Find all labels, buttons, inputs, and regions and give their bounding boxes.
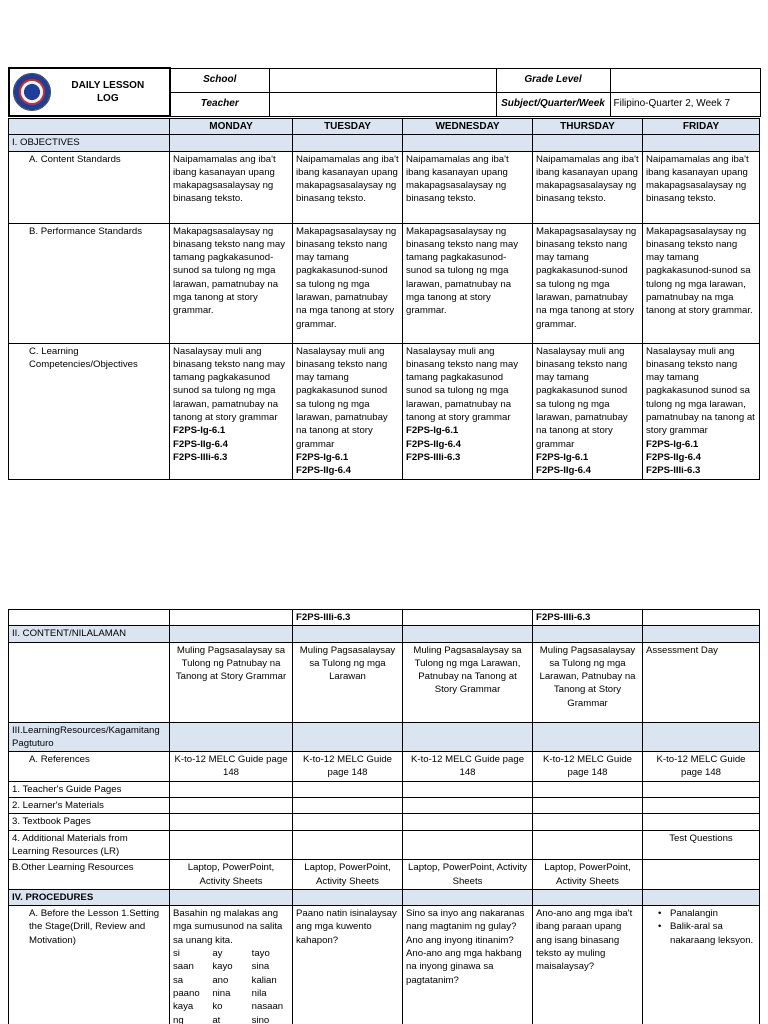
cell [170, 814, 293, 830]
band-cell [533, 135, 643, 151]
before-lesson-friday [643, 906, 760, 1024]
references-monday: K-to-12 MELC Guide page 148 [170, 752, 293, 782]
additional-tuesday [293, 830, 403, 860]
content-thursday: Muling Pagsasalaysay sa Tulong ng mga Larawan, Patnubay na Tanong at Story Grammar [533, 642, 643, 722]
cell [403, 814, 533, 830]
before-lesson-monday [170, 906, 293, 1024]
performance-standards-thursday: Makapagsasalaysay ng binasang teksto nang may tamang pagkakasunod-sunod sa tulong ng mga larawan, pamatnubay na mga tanong at story grammar. [533, 223, 643, 343]
drill-word: ko [212, 1001, 223, 1013]
performance-standards-monday: Makapagsasalaysay ng binasang teksto nang may tamang pagkakasunod-sunod sa tulong ng mga larawan, pamatnubay na mga tanong at story grammar. [170, 223, 293, 343]
drill-word: paano [173, 987, 200, 999]
performance-standards-tuesday: Makapagsasalaysay ng binasang teksto nang may tamang pagkakasunod-sunod sa tulong ng mga larawan, pamatnubay na mga tanong at story grammar. [293, 223, 403, 343]
competency-text: Nasalaysay muli ang binasang teksto nang may tamang pagkakasunod sunod sa tulong ng mga larawan, pamatnubay na tanong at story grammar [536, 345, 628, 450]
subject-field[interactable]: Filipino-Quarter 2, Week 7 [610, 92, 760, 116]
performance-standards-wednesday: Makapagsasalaysay ng binasang teksto nang may tamang pagkakasunod-sunod sa tulong ng mga larawan, pamatnubay na mga tanong at story grammar. [403, 223, 533, 343]
objectives-table [8, 118, 759, 480]
band-cell [643, 722, 760, 752]
competency-text: Nasalaysay muli ang binasang teksto nang may tamang pagkakasunod sunod sa tulong ng mga larawan, pamatnubay na tanong at story grammar [296, 345, 388, 450]
drill-word: kayo [212, 961, 233, 973]
competency-code: F2PS-IIg-6.4 [296, 465, 351, 477]
references-wednesday: K-to-12 MELC Guide page 148 [403, 752, 533, 782]
cell [643, 798, 760, 814]
competencies-friday [643, 343, 760, 479]
row-label-learners-materials: 2. Learner's Materials [9, 798, 170, 814]
content-label-blank [9, 642, 170, 722]
band-cell [403, 722, 533, 752]
competency-text: Nasalaysay muli ang binasang teksto nang may tamang pagkakasunod sunod sa tulong ng mga larawan, pamatnubay na tanong at story grammar [646, 345, 755, 437]
band-cell [643, 626, 760, 642]
section-resources: III.LearningResources/Kagamitang Pagtuturo [9, 722, 170, 752]
before-lesson-tuesday: Paano natin isinalaysay ang mga kuwento kahapon? [293, 906, 403, 1024]
cell [170, 798, 293, 814]
cell [293, 814, 403, 830]
carryover-label [9, 610, 170, 626]
content-monday: Muling Pagsasalaysay sa Tulong ng Patnubay na Tanong at Story Grammar [170, 642, 293, 722]
day-header-wednesday: WEDNESDAY [403, 119, 533, 135]
day-header-thursday: THURSDAY [533, 119, 643, 135]
content-standards-tuesday: Naipamamalas ang iba't ibang kasanayan upang makapagsasalaysay ng binasang teksto. [293, 151, 403, 223]
row-label-other-resources: B.Other Learning Resources [9, 860, 170, 890]
doc-title: DAILY LESSON LOG [71, 80, 145, 104]
additional-wednesday [403, 830, 533, 860]
deped-seal-icon [13, 73, 51, 111]
other-resources-thursday: Laptop, PowerPoint, Activity Sheets [533, 860, 643, 890]
cell [533, 781, 643, 797]
row-label-textbook: 3. Textbook Pages [9, 814, 170, 830]
section-content: II. CONTENT/NILALAMAN [9, 626, 170, 642]
row-label-competencies: C. Learning Competencies/Objectives [9, 343, 170, 479]
school-label: School [170, 68, 269, 92]
competencies-tuesday [293, 343, 403, 479]
additional-thursday [533, 830, 643, 860]
section-procedures: IV. PROCEDURES [9, 889, 170, 905]
carryover-friday [643, 610, 760, 626]
grade-level-field[interactable] [610, 68, 760, 92]
subject-label: Subject/Quarter/Week [496, 92, 610, 116]
band-cell [533, 722, 643, 752]
other-resources-wednesday: Laptop, PowerPoint, Activity Sheets [403, 860, 533, 890]
row-label-performance-standards: B. Performance Standards [9, 223, 170, 343]
references-thursday: K-to-12 MELC Guide page 148 [533, 752, 643, 782]
word-drill-list [173, 947, 289, 1024]
content-standards-friday: Naipamamalas ang iba't ibang kasanayan upang makapagsasalaysay ng binasang teksto. [643, 151, 760, 223]
cell [170, 781, 293, 797]
content-tuesday: Muling Pagsasalaysay sa Tulong ng mga Larawan [293, 642, 403, 722]
competency-code: F2PS-Ig-6.1 [296, 451, 349, 463]
cell [403, 798, 533, 814]
band-cell [293, 889, 403, 905]
day-header-monday: MONDAY [170, 119, 293, 135]
drill-word: sa [173, 974, 184, 986]
cell [293, 781, 403, 797]
competency-code: F2PS-Ig-6.1 [406, 425, 459, 437]
before-lesson-instruction: Basahin ng malakas ang mga sumusunod na salita sa unang kita. [173, 908, 283, 946]
carryover-wednesday [403, 610, 533, 626]
other-resources-friday [643, 860, 760, 890]
cell [643, 814, 760, 830]
content-wednesday: Muling Pagsasalaysay sa Tulong ng mga Larawan, Patnubay na Tanong at Story Grammar [403, 642, 533, 722]
band-cell [293, 135, 403, 151]
teacher-label: Teacher [170, 92, 269, 116]
band-cell [403, 135, 533, 151]
list-item: • Panalangin [658, 907, 756, 920]
competencies-wednesday [403, 343, 533, 479]
carryover-monday [170, 610, 293, 626]
drill-word: sino [251, 1014, 270, 1024]
competency-code: F2PS-IIg-6.4 [406, 438, 461, 450]
band-cell [293, 722, 403, 752]
competency-code: F2PS-IIIi-6.3 [406, 451, 461, 463]
competencies-monday [170, 343, 293, 479]
band-cell [403, 626, 533, 642]
drill-word: ay [212, 948, 223, 960]
band-cell [293, 626, 403, 642]
band-cell [533, 626, 643, 642]
content-procedures-table [8, 609, 759, 1024]
section-objectives: I. OBJECTIVES [9, 135, 170, 151]
drill-word: at [212, 1014, 221, 1024]
competency-code: F2PS-IIIi-6.3 [173, 451, 228, 463]
band-cell [170, 889, 293, 905]
competency-code: F2PS-Ig-6.1 [536, 451, 589, 463]
competency-code: F2PS-IIg-6.4 [536, 465, 591, 477]
friday-activity-list [646, 907, 756, 947]
lesson-log-header [8, 67, 759, 117]
list-item: • Balik-aral sa nakaraang leksyon. [658, 920, 756, 947]
other-resources-monday: Laptop, PowerPoint, Activity Sheets [170, 860, 293, 890]
before-lesson-wednesday: Sino sa inyo ang nakaranas nang magtanim ng gulay? Ano ang inyong itinanim? Ano-ano ang mga hakbang na inyong ginawa sa pagtatanim? [403, 906, 533, 1024]
content-standards-monday: Naipamamalas ang iba't ibang kasanayan upang makapagsasalaysay ng binasang teksto. [170, 151, 293, 223]
row-label-additional-materials: 4. Additional Materials from Learning Resources (LR) [9, 830, 170, 860]
drill-word: nasaan [251, 1001, 284, 1013]
row-label-references: A. References [9, 752, 170, 782]
drill-word: tayo [251, 948, 270, 960]
day-header-friday: FRIDAY [643, 119, 760, 135]
drill-word: ano [212, 974, 229, 986]
before-lesson-thursday: Ano-ano ang mga iba't ibang paraan upang ang isang binasang teksto ay muling maisalaysay? [533, 906, 643, 1024]
band-cell [170, 626, 293, 642]
content-standards-thursday: Naipamamalas ang iba't ibang kasanayan upang makapagsasalaysay ng binasang teksto. [533, 151, 643, 223]
competency-code: F2PS-IIIi-6.3 [646, 465, 701, 477]
additional-friday: Test Questions [643, 830, 760, 860]
cell [403, 781, 533, 797]
competency-text: Nasalaysay muli ang binasang teksto nang may tamang pagkakasunod sunod sa tulong ng mga larawan, pamatnubay na tanong at story grammar [173, 345, 286, 424]
carryover-tuesday: F2PS-IIIi-6.3 [293, 610, 403, 626]
competency-text: Nasalaysay muli ang binasang teksto nang may tamang pagkakasunod sunod sa tulong ng mga larawan, pamatnubay na tanong at story grammar [406, 345, 519, 424]
cell [293, 798, 403, 814]
drill-word: sina [251, 961, 270, 973]
band-cell [643, 135, 760, 151]
competency-code: F2PS-Ig-6.1 [646, 438, 699, 450]
competencies-thursday [533, 343, 643, 479]
drill-word: saan [173, 961, 194, 973]
performance-standards-friday: Makapagsasalaysay ng binasang teksto nang may tamang pagkakasunod-sunod sa tulong ng mga larawan, pamatnubay na mga tanong at story grammar. [643, 223, 760, 343]
references-friday: K-to-12 MELC Guide page 148 [643, 752, 760, 782]
cell [533, 814, 643, 830]
band-cell [170, 135, 293, 151]
drill-word: nina [212, 987, 231, 999]
competency-code: F2PS-IIg-6.4 [646, 451, 701, 463]
row-label-teachers-guide: 1. Teacher's Guide Pages [9, 781, 170, 797]
content-friday: Assessment Day [643, 642, 760, 722]
competency-code: F2PS-Ig-6.1 [173, 425, 226, 437]
drill-word: kalian [251, 974, 277, 986]
day-header-tuesday: TUESDAY [293, 119, 403, 135]
carryover-thursday: F2PS-IIIi-6.3 [533, 610, 643, 626]
band-cell [403, 889, 533, 905]
content-standards-wednesday: Naipamamalas ang iba't ibang kasanayan upang makapagsasalaysay ng binasang teksto. [403, 151, 533, 223]
band-cell [170, 722, 293, 752]
drill-word: si [173, 948, 180, 960]
band-cell [533, 889, 643, 905]
teacher-field[interactable] [269, 92, 496, 116]
school-field[interactable] [269, 68, 496, 92]
drill-word: kaya [173, 1001, 194, 1013]
competency-code: F2PS-IIg-6.4 [173, 438, 228, 450]
cell [533, 798, 643, 814]
row-label-before-lesson: A. Before the Lesson 1.Setting the Stage(Drill, Review and Motivation) [9, 906, 170, 1024]
band-cell [643, 889, 760, 905]
drill-word: ng [173, 1014, 184, 1024]
deped-logo-cell [9, 68, 170, 116]
drill-word: nila [251, 987, 267, 999]
cell [643, 781, 760, 797]
additional-monday [170, 830, 293, 860]
references-tuesday: K-to-12 MELC Guide page 148 [293, 752, 403, 782]
other-resources-tuesday: Laptop, PowerPoint, Activity Sheets [293, 860, 403, 890]
row-label-content-standards: A. Content Standards [9, 151, 170, 223]
day-header-blank [9, 119, 170, 135]
grade-level-label: Grade Level [496, 68, 610, 92]
